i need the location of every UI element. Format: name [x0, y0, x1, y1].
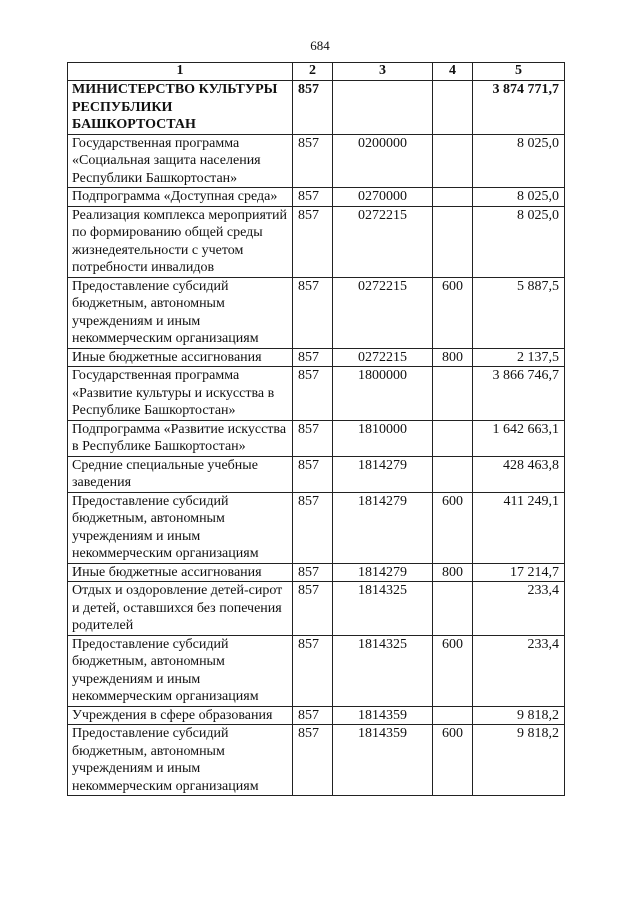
cell-name: Государственная программа «Развитие культуры и искусства в Республике Башкортостан»: [68, 367, 293, 421]
table-row: [68, 188, 565, 207]
cell-name: Отдых и оздоровление детей-сирот и детей, оставшихся без попечения родителей: [68, 582, 293, 636]
cell-expense-type: 800: [433, 563, 473, 582]
cell-ministry-code: 857: [293, 348, 333, 367]
table-row: [68, 582, 565, 636]
cell-expense-type: [433, 188, 473, 207]
cell-target-code: 1810000: [333, 420, 433, 456]
cell-name: Подпрограмма «Развитие искусства в Республике Башкортостан»: [68, 420, 293, 456]
cell-name: Реализация комплекса мероприятий по формированию общей среды жизнедеятельности с учетом потребности инвалидов: [68, 206, 293, 277]
cell-ministry-code: 857: [293, 367, 333, 421]
cell-target-code: 1800000: [333, 367, 433, 421]
cell-ministry-code: 857: [293, 134, 333, 188]
cell-amount: 5 887,5: [473, 277, 565, 348]
cell-name: Государственная программа «Социальная защита населения Республики Башкортостан»: [68, 134, 293, 188]
cell-amount: 9 818,2: [473, 706, 565, 725]
table-row: [68, 206, 565, 277]
table-row: [68, 81, 565, 135]
cell-target-code: 1814279: [333, 456, 433, 492]
cell-ministry-code: 857: [293, 81, 333, 135]
table-row: [68, 420, 565, 456]
cell-ministry-code: 857: [293, 582, 333, 636]
cell-target-code: 1814359: [333, 706, 433, 725]
cell-ministry-code: 857: [293, 635, 333, 706]
cell-amount: 233,4: [473, 582, 565, 636]
table-row: [68, 348, 565, 367]
cell-target-code: 1814325: [333, 582, 433, 636]
cell-target-code: 0200000: [333, 134, 433, 188]
cell-amount: 9 818,2: [473, 725, 565, 796]
table-row: [68, 277, 565, 348]
table-row: [68, 456, 565, 492]
cell-amount: 17 214,7: [473, 563, 565, 582]
table-row: [68, 563, 565, 582]
cell-amount: 8 025,0: [473, 188, 565, 207]
cell-target-code: 0270000: [333, 188, 433, 207]
budget-table: [67, 62, 565, 796]
cell-ministry-code: 857: [293, 706, 333, 725]
header-cell: 5: [473, 63, 565, 81]
cell-name: МИНИСТЕРСТВО КУЛЬТУРЫ РЕСПУБЛИКИ БАШКОРТОСТАН: [68, 81, 293, 135]
cell-name: Предоставление субсидий бюджетным, автономным учреждениям и иным некоммерческим организациям: [68, 277, 293, 348]
cell-name: Подпрограмма «Доступная среда»: [68, 188, 293, 207]
header-cell: 3: [333, 63, 433, 81]
cell-amount: 411 249,1: [473, 492, 565, 563]
cell-expense-type: [433, 134, 473, 188]
cell-ministry-code: 857: [293, 456, 333, 492]
cell-ministry-code: 857: [293, 420, 333, 456]
cell-expense-type: [433, 706, 473, 725]
cell-expense-type: [433, 206, 473, 277]
cell-target-code: 0272215: [333, 277, 433, 348]
cell-expense-type: [433, 367, 473, 421]
cell-ministry-code: 857: [293, 206, 333, 277]
table-row: [68, 706, 565, 725]
cell-target-code: 0272215: [333, 348, 433, 367]
cell-name: Иные бюджетные ассигнования: [68, 348, 293, 367]
cell-name: Предоставление субсидий бюджетным, автономным учреждениям и иным некоммерческим организациям: [68, 725, 293, 796]
cell-ministry-code: 857: [293, 725, 333, 796]
table-row: [68, 134, 565, 188]
cell-expense-type: 600: [433, 277, 473, 348]
cell-target-code: 1814325: [333, 635, 433, 706]
cell-target-code: [333, 81, 433, 135]
cell-name: Учреждения в сфере образования: [68, 706, 293, 725]
cell-amount: 3 874 771,7: [473, 81, 565, 135]
cell-expense-type: [433, 582, 473, 636]
cell-expense-type: 600: [433, 492, 473, 563]
cell-name: Предоставление субсидий бюджетным, автономным учреждениям и иным некоммерческим организациям: [68, 635, 293, 706]
table-row: [68, 367, 565, 421]
cell-amount: 8 025,0: [473, 206, 565, 277]
cell-target-code: 0272215: [333, 206, 433, 277]
cell-name: Предоставление субсидий бюджетным, автономным учреждениям и иным некоммерческим организациям: [68, 492, 293, 563]
cell-name: Иные бюджетные ассигнования: [68, 563, 293, 582]
cell-target-code: 1814279: [333, 492, 433, 563]
header-cell: 2: [293, 63, 333, 81]
table-row: [68, 725, 565, 796]
cell-name: Средние специальные учебные заведения: [68, 456, 293, 492]
table-body: [68, 81, 565, 796]
cell-amount: 2 137,5: [473, 348, 565, 367]
cell-expense-type: 600: [433, 725, 473, 796]
page-number: 684: [310, 38, 330, 53]
cell-ministry-code: 857: [293, 277, 333, 348]
cell-amount: 1 642 663,1: [473, 420, 565, 456]
cell-ministry-code: 857: [293, 188, 333, 207]
cell-expense-type: [433, 456, 473, 492]
cell-target-code: 1814279: [333, 563, 433, 582]
cell-expense-type: [433, 81, 473, 135]
cell-expense-type: 800: [433, 348, 473, 367]
table-row: [68, 635, 565, 706]
header-cell: 4: [433, 63, 473, 81]
cell-ministry-code: 857: [293, 492, 333, 563]
cell-expense-type: [433, 420, 473, 456]
table-row: [68, 492, 565, 563]
cell-ministry-code: 857: [293, 563, 333, 582]
cell-amount: 233,4: [473, 635, 565, 706]
cell-expense-type: 600: [433, 635, 473, 706]
cell-amount: 8 025,0: [473, 134, 565, 188]
cell-amount: 3 866 746,7: [473, 367, 565, 421]
header-cell: 1: [68, 63, 293, 81]
cell-target-code: 1814359: [333, 725, 433, 796]
table-header-row: [68, 63, 565, 81]
cell-amount: 428 463,8: [473, 456, 565, 492]
